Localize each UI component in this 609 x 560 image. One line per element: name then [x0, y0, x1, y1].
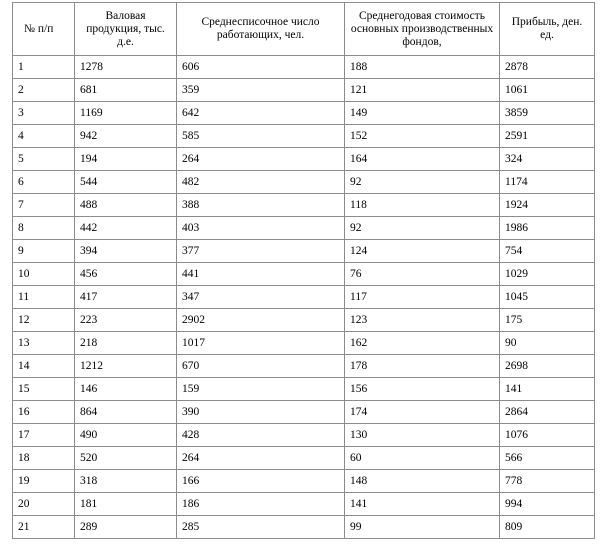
header-avg-employees: Среднесписочное число работающих, чел.	[177, 3, 345, 56]
cell-fixed-assets: 130	[345, 424, 500, 447]
header-profit: Прибыль, ден. ед.	[500, 3, 595, 56]
cell-row-number: 16	[13, 401, 75, 424]
cell-row-number: 17	[13, 424, 75, 447]
cell-fixed-assets: 152	[345, 125, 500, 148]
header-row	[13, 3, 595, 56]
header-row-number: № п/п	[13, 3, 75, 56]
cell-gross-output: 1169	[75, 102, 177, 125]
cell-profit: 2591	[500, 125, 595, 148]
table-row	[13, 332, 595, 355]
cell-profit: 1076	[500, 424, 595, 447]
cell-avg-employees: 347	[177, 286, 345, 309]
cell-fixed-assets: 121	[345, 79, 500, 102]
cell-row-number: 18	[13, 447, 75, 470]
cell-gross-output: 681	[75, 79, 177, 102]
table-row	[13, 102, 595, 125]
table-row	[13, 401, 595, 424]
cell-gross-output: 442	[75, 217, 177, 240]
cell-fixed-assets: 164	[345, 148, 500, 171]
table-row	[13, 516, 595, 539]
table-row	[13, 217, 595, 240]
cell-fixed-assets: 117	[345, 286, 500, 309]
cell-fixed-assets: 141	[345, 493, 500, 516]
cell-avg-employees: 388	[177, 194, 345, 217]
header-gross-output: Валовая продукция, тыс. д.е.	[75, 3, 177, 56]
cell-fixed-assets: 123	[345, 309, 500, 332]
cell-fixed-assets: 124	[345, 240, 500, 263]
cell-gross-output: 1278	[75, 56, 177, 79]
cell-gross-output: 490	[75, 424, 177, 447]
cell-profit: 90	[500, 332, 595, 355]
data-table	[12, 2, 595, 539]
table-row	[13, 309, 595, 332]
cell-fixed-assets: 149	[345, 102, 500, 125]
cell-gross-output: 394	[75, 240, 177, 263]
cell-row-number: 5	[13, 148, 75, 171]
cell-row-number: 12	[13, 309, 75, 332]
cell-fixed-assets: 60	[345, 447, 500, 470]
cell-gross-output: 520	[75, 447, 177, 470]
cell-profit: 324	[500, 148, 595, 171]
cell-avg-employees: 264	[177, 447, 345, 470]
cell-row-number: 19	[13, 470, 75, 493]
cell-gross-output: 289	[75, 516, 177, 539]
cell-avg-employees: 403	[177, 217, 345, 240]
cell-profit: 3859	[500, 102, 595, 125]
cell-row-number: 11	[13, 286, 75, 309]
cell-avg-employees: 1017	[177, 332, 345, 355]
cell-gross-output: 942	[75, 125, 177, 148]
cell-profit: 2864	[500, 401, 595, 424]
table-row	[13, 148, 595, 171]
cell-row-number: 2	[13, 79, 75, 102]
cell-row-number: 1	[13, 56, 75, 79]
cell-row-number: 13	[13, 332, 75, 355]
cell-profit: 1986	[500, 217, 595, 240]
cell-profit: 1924	[500, 194, 595, 217]
table-row	[13, 263, 595, 286]
cell-fixed-assets: 174	[345, 401, 500, 424]
cell-row-number: 6	[13, 171, 75, 194]
cell-profit: 809	[500, 516, 595, 539]
cell-avg-employees: 642	[177, 102, 345, 125]
cell-avg-employees: 390	[177, 401, 345, 424]
cell-gross-output: 223	[75, 309, 177, 332]
table-row	[13, 447, 595, 470]
cell-avg-employees: 428	[177, 424, 345, 447]
cell-profit: 778	[500, 470, 595, 493]
cell-avg-employees: 2902	[177, 309, 345, 332]
table-row	[13, 493, 595, 516]
cell-fixed-assets: 92	[345, 171, 500, 194]
table-row	[13, 171, 595, 194]
cell-gross-output: 146	[75, 378, 177, 401]
cell-avg-employees: 670	[177, 355, 345, 378]
cell-avg-employees: 606	[177, 56, 345, 79]
cell-row-number: 7	[13, 194, 75, 217]
cell-row-number: 14	[13, 355, 75, 378]
table-row	[13, 424, 595, 447]
cell-avg-employees: 585	[177, 125, 345, 148]
cell-fixed-assets: 156	[345, 378, 500, 401]
cell-row-number: 10	[13, 263, 75, 286]
cell-profit: 1045	[500, 286, 595, 309]
table-row	[13, 286, 595, 309]
cell-row-number: 20	[13, 493, 75, 516]
cell-gross-output: 488	[75, 194, 177, 217]
cell-fixed-assets: 76	[345, 263, 500, 286]
cell-profit: 2878	[500, 56, 595, 79]
cell-profit: 566	[500, 447, 595, 470]
cell-gross-output: 864	[75, 401, 177, 424]
table-row	[13, 378, 595, 401]
cell-avg-employees: 482	[177, 171, 345, 194]
cell-profit: 754	[500, 240, 595, 263]
cell-row-number: 3	[13, 102, 75, 125]
cell-profit: 1061	[500, 79, 595, 102]
cell-fixed-assets: 178	[345, 355, 500, 378]
cell-avg-employees: 186	[177, 493, 345, 516]
cell-row-number: 8	[13, 217, 75, 240]
table-row	[13, 125, 595, 148]
cell-gross-output: 544	[75, 171, 177, 194]
cell-avg-employees: 264	[177, 148, 345, 171]
cell-gross-output: 181	[75, 493, 177, 516]
table-row	[13, 79, 595, 102]
header-fixed-assets: Среднегодовая стоимость основных производственных фондов,	[345, 3, 500, 56]
table-row	[13, 56, 595, 79]
cell-avg-employees: 285	[177, 516, 345, 539]
cell-row-number: 15	[13, 378, 75, 401]
cell-avg-employees: 159	[177, 378, 345, 401]
cell-avg-employees: 166	[177, 470, 345, 493]
cell-fixed-assets: 92	[345, 217, 500, 240]
cell-row-number: 4	[13, 125, 75, 148]
cell-row-number: 9	[13, 240, 75, 263]
cell-row-number: 21	[13, 516, 75, 539]
cell-profit: 1174	[500, 171, 595, 194]
cell-avg-employees: 441	[177, 263, 345, 286]
cell-profit: 1029	[500, 263, 595, 286]
table-row	[13, 355, 595, 378]
cell-gross-output: 218	[75, 332, 177, 355]
table-row	[13, 470, 595, 493]
cell-fixed-assets: 99	[345, 516, 500, 539]
cell-fixed-assets: 188	[345, 56, 500, 79]
cell-gross-output: 1212	[75, 355, 177, 378]
cell-profit: 175	[500, 309, 595, 332]
cell-gross-output: 456	[75, 263, 177, 286]
cell-avg-employees: 359	[177, 79, 345, 102]
cell-profit: 141	[500, 378, 595, 401]
cell-fixed-assets: 118	[345, 194, 500, 217]
cell-profit: 2698	[500, 355, 595, 378]
table-row	[13, 240, 595, 263]
cell-gross-output: 194	[75, 148, 177, 171]
cell-gross-output: 417	[75, 286, 177, 309]
cell-profit: 994	[500, 493, 595, 516]
cell-fixed-assets: 148	[345, 470, 500, 493]
cell-fixed-assets: 162	[345, 332, 500, 355]
table-row	[13, 194, 595, 217]
cell-gross-output: 318	[75, 470, 177, 493]
cell-avg-employees: 377	[177, 240, 345, 263]
table-body	[13, 56, 595, 539]
